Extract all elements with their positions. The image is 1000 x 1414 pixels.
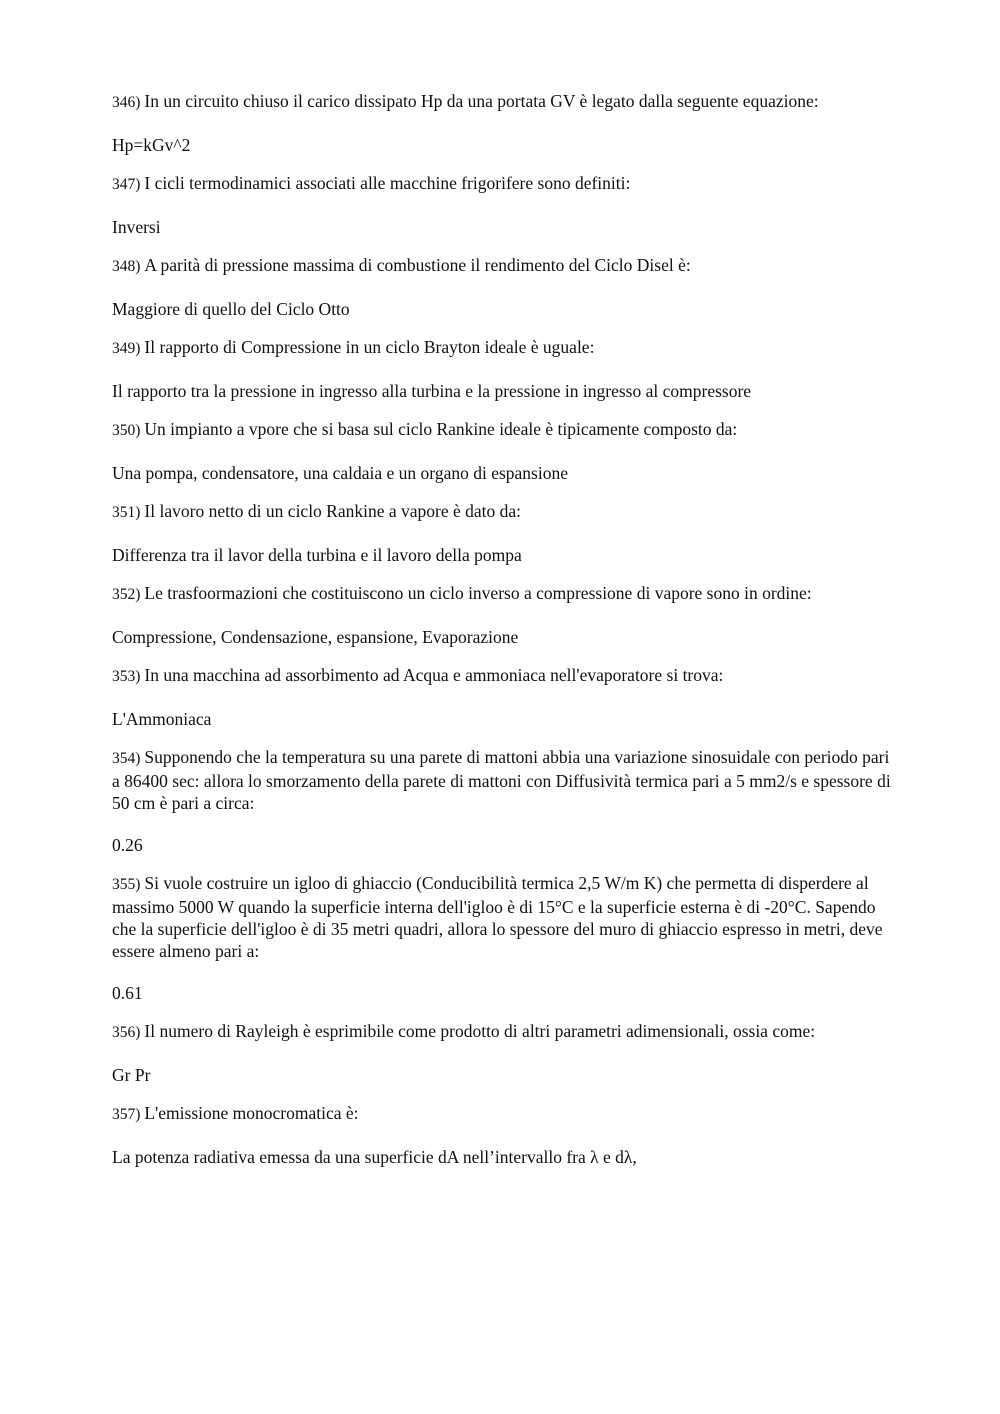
qa-item [112, 90, 892, 156]
question-body: In una macchina ad assorbimento ad Acqua e ammoniaca nell'evaporatore si trova: [144, 665, 724, 685]
question-number: 353) [112, 668, 141, 685]
question-text [112, 872, 892, 962]
question-body: Il rapporto di Compressione in un ciclo Brayton ideale è uguale: [144, 337, 595, 357]
question-text [112, 1102, 892, 1126]
answer-text: Compressione, Condensazione, espansione, Evaporazione [112, 627, 519, 647]
question-body: Le trasfoormazioni che costituiscono un ciclo inverso a compressione di vapore sono in ordine: [144, 583, 812, 603]
question-text [112, 664, 892, 688]
question-number: 348) [112, 258, 141, 275]
question-text [112, 172, 892, 196]
question-body: L'emissione monocromatica è: [144, 1103, 359, 1123]
question-body: Il numero di Rayleigh è esprimibile come prodotto di altri parametri adimensionali, ossia come: [144, 1021, 816, 1041]
question-text [112, 1020, 892, 1044]
question-number: 356) [112, 1024, 141, 1041]
question-body: I cicli termodinamici associati alle macchine frigorifere sono definiti: [144, 173, 631, 193]
question-number: 352) [112, 586, 141, 603]
question-number: 354) [112, 750, 141, 767]
question-number: 346) [112, 94, 141, 111]
qa-item [112, 172, 892, 238]
question-number: 347) [112, 176, 141, 193]
qa-item [112, 1020, 892, 1086]
qa-item [112, 664, 892, 730]
question-number: 357) [112, 1106, 141, 1123]
answer-text: Gr Pr [112, 1065, 151, 1085]
qa-item [112, 254, 892, 320]
question-text [112, 418, 892, 442]
question-text [112, 90, 892, 114]
question-text [112, 336, 892, 360]
answer-text: Hp=kGv^2 [112, 135, 191, 155]
question-body: A parità di pressione massima di combustione il rendimento del Ciclo Disel è: [144, 255, 691, 275]
question-body: Un impianto a vpore che si basa sul ciclo Rankine ideale è tipicamente composto da: [144, 419, 738, 439]
answer-text: La potenza radiativa emessa da una superficie dA nell’intervallo fra λ e dλ, [112, 1147, 637, 1167]
qa-item [112, 872, 892, 1004]
answer-text: 0.61 [112, 983, 143, 1003]
answer-text: Inversi [112, 217, 161, 237]
qa-item [112, 1102, 892, 1168]
answer-text: 0.26 [112, 835, 143, 855]
qa-item [112, 336, 892, 402]
question-body: Il lavoro netto di un ciclo Rankine a vapore è dato da: [144, 501, 522, 521]
question-number: 350) [112, 422, 141, 439]
qa-item [112, 746, 892, 856]
qa-item [112, 500, 892, 566]
question-number: 351) [112, 504, 141, 521]
document-page [112, 90, 892, 1184]
question-text [112, 254, 892, 278]
answer-text: L'Ammoniaca [112, 709, 212, 729]
answer-text: Differenza tra il lavor della turbina e il lavoro della pompa [112, 545, 522, 565]
question-number: 349) [112, 340, 141, 357]
question-text [112, 746, 892, 814]
qa-item [112, 582, 892, 648]
question-text [112, 500, 892, 524]
answer-text: Maggiore di quello del Ciclo Otto [112, 299, 350, 319]
question-body: In un circuito chiuso il carico dissipato Hp da una portata GV è legato dalla seguente equazione: [144, 91, 819, 111]
question-number: 355) [112, 876, 141, 893]
answer-text: Una pompa, condensatore, una caldaia e un organo di espansione [112, 463, 568, 483]
answer-text: Il rapporto tra la pressione in ingresso alla turbina e la pressione in ingresso al compressore [112, 381, 752, 401]
question-body: Si vuole costruire un igloo di ghiaccio (Conducibilità termica 2,5 W/m K) che permetta di disperdere al massimo 5000 W quando la superficie interna dell'igloo è di 15°C e la superficie esterna è di -20°C. Sapendo che la superficie dell'igloo è di 35 metri quadri, allora lo spessore del muro di ghiaccio espresso in metri, deve essere almeno pari a: [112, 873, 883, 961]
qa-item [112, 418, 892, 484]
question-body: Supponendo che la temperatura su una parete di mattoni abbia una variazione sinosuidale con periodo pari a 86400 sec: allora lo smorzamento della parete di mattoni con Diffusività termica pari a 5 mm2/s e spessore di 50 cm è pari a circa: [112, 747, 891, 813]
question-text [112, 582, 892, 606]
